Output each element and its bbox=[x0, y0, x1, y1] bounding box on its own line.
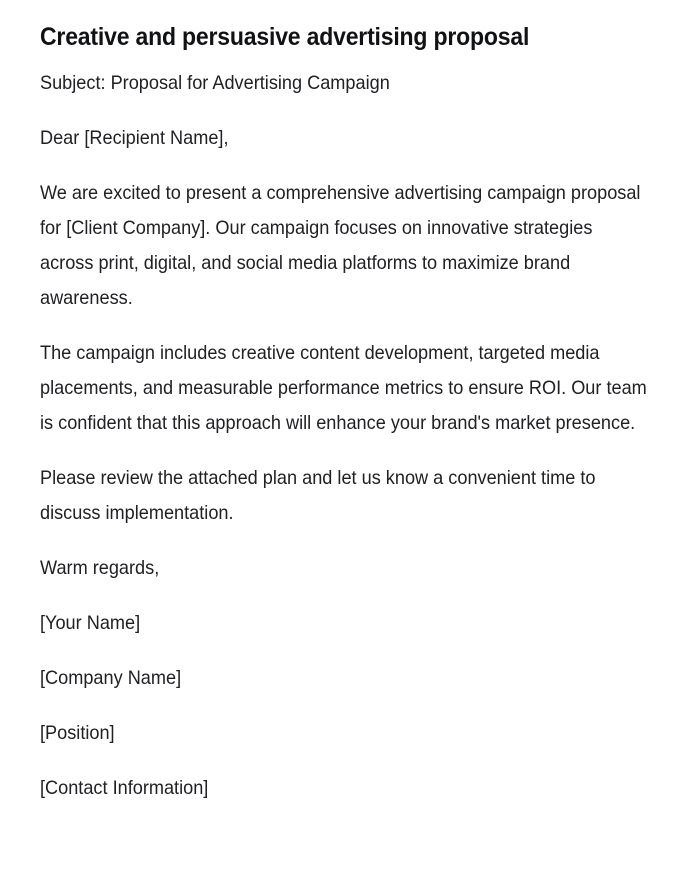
closing-line: Warm regards, bbox=[40, 557, 160, 579]
signature-contact-information: [Contact Information] bbox=[40, 777, 209, 799]
paragraph-spacer bbox=[40, 586, 660, 606]
paragraph-spacer bbox=[40, 751, 660, 771]
paragraph-spacer bbox=[40, 101, 660, 121]
paragraph-spacer bbox=[40, 441, 660, 461]
body-paragraph-1: We are excited to present a comprehensive advertising campaign proposal for [Client Company]. Our campaign focuses on innovative strategies across print, digital, and social media platforms to maximize brand awareness. bbox=[40, 182, 641, 309]
paragraph-spacer bbox=[40, 641, 660, 661]
signature-your-name: [Your Name] bbox=[40, 612, 141, 634]
page-title: Creative and persuasive advertising proposal bbox=[40, 23, 530, 51]
salutation: Dear [Recipient Name], bbox=[40, 127, 229, 149]
signature-company-name: [Company Name] bbox=[40, 667, 182, 689]
paragraph-spacer bbox=[40, 696, 660, 716]
subject-line: Subject: Proposal for Advertising Campaign bbox=[40, 72, 390, 94]
signature-position: [Position] bbox=[40, 722, 115, 744]
body-paragraph-2: The campaign includes creative content development, targeted media placements, and measurable performance metrics to ensure ROI. Our team is confident that this approach will enhance your brand's market presence. bbox=[40, 342, 647, 434]
body-paragraph-3: Please review the attached plan and let us know a convenient time to discuss implementation. bbox=[40, 467, 596, 524]
paragraph-spacer bbox=[40, 316, 660, 336]
paragraph-spacer bbox=[40, 156, 660, 176]
title-spacer bbox=[40, 52, 660, 66]
paragraph-spacer bbox=[40, 531, 660, 551]
